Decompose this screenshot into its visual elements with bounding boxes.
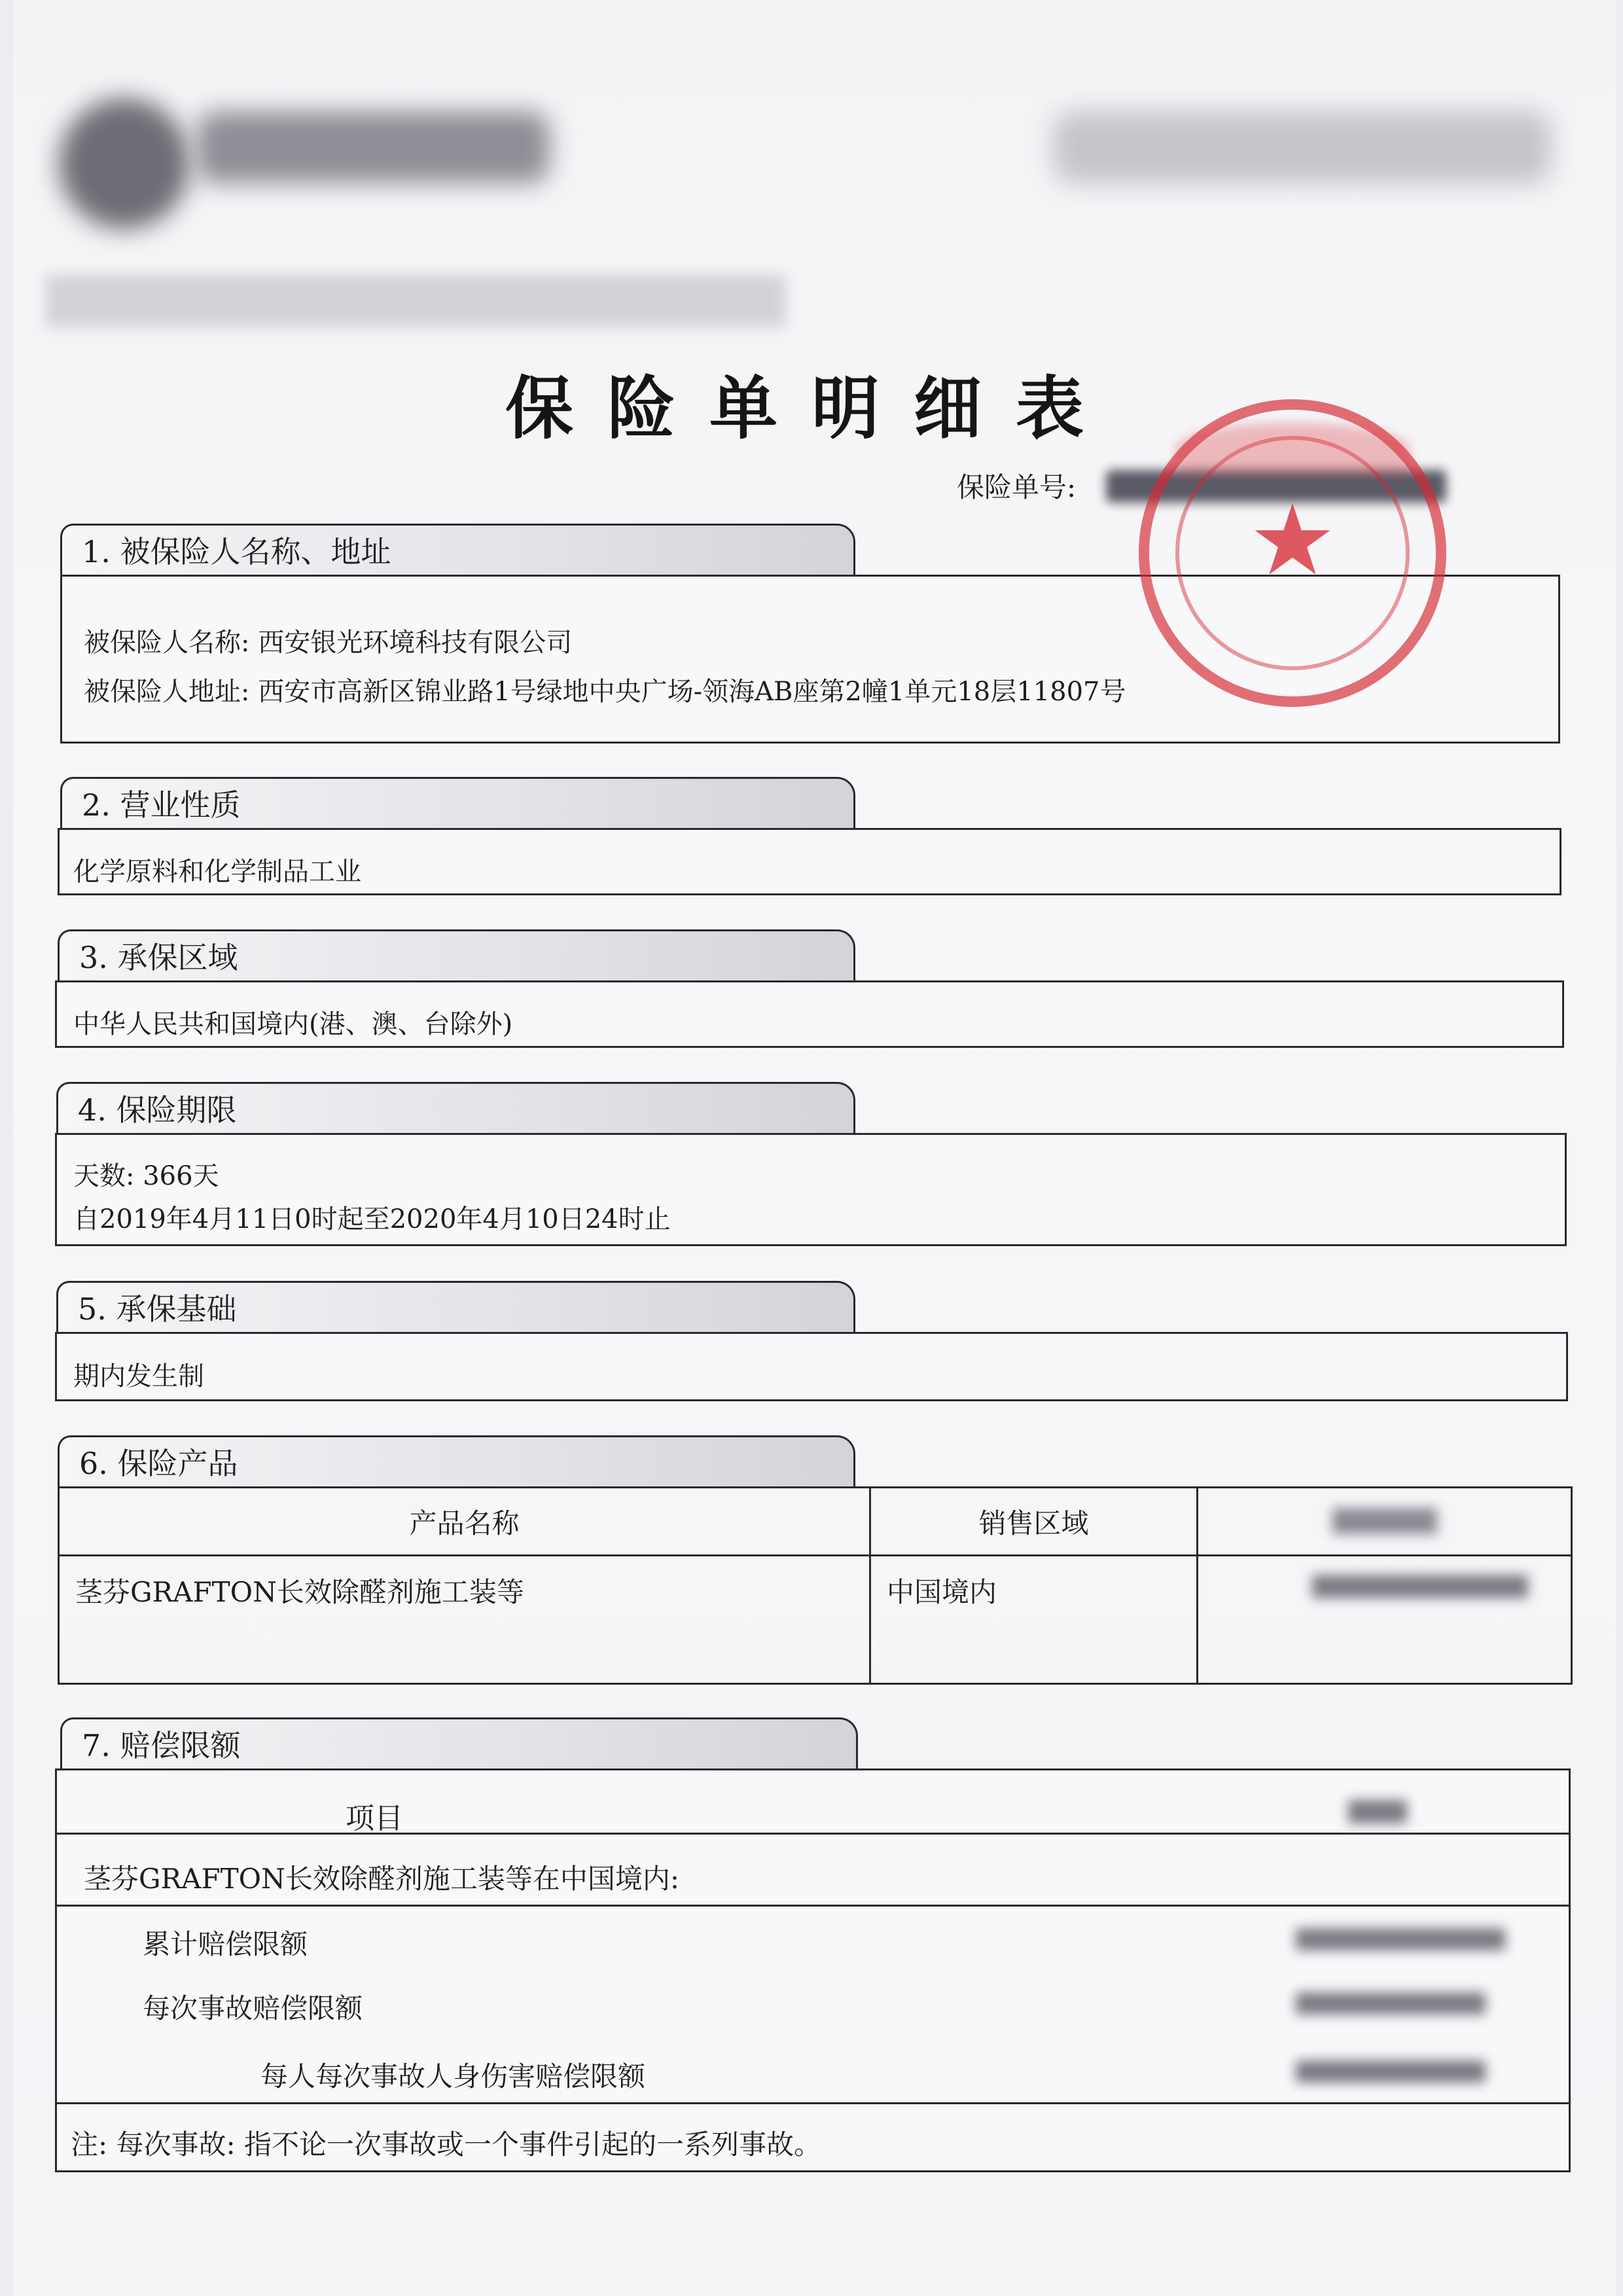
company-logo-redacted: [59, 98, 190, 229]
business-nature: 化学原料和化学制品工业: [73, 857, 361, 887]
product-name: 茎芬GRAFTON长效除醛剂施工装等: [59, 1556, 870, 1684]
insured-name: 被保险人名称: 西安银光环境科技有限公司: [84, 628, 573, 658]
section-7-header: 7. 赔偿限额: [60, 1717, 858, 1770]
limit-aggregate: 累计赔偿限额: [143, 1928, 308, 1960]
section-6-header: 6. 保险产品: [58, 1435, 855, 1488]
document-title: 保险单明细表: [505, 368, 1118, 448]
limits-note: 注: 每次事故: 指不论一次事故或一个事件引起的一系列事故。: [71, 2128, 822, 2161]
products-header-row: [59, 1488, 1572, 1556]
limit-per-person-injury: 每人每次事故人身伤害赔偿限额: [260, 2060, 646, 2092]
products-table: [58, 1486, 1573, 1685]
policy-number-label: 保险单号:: [957, 471, 1077, 503]
period-days: 天数: 366天: [73, 1161, 219, 1191]
limits-col-item: 项目: [346, 1802, 403, 1835]
section-3-header: 3. 承保区域: [58, 929, 855, 982]
period-range: 自2019年4月11日0时起至2020年4月10日24时止: [73, 1204, 671, 1234]
subheader-redacted: [46, 275, 785, 327]
section-5-header: 5. 承保基础: [56, 1281, 855, 1333]
section-7-box: [55, 1768, 1571, 2172]
coverage-area: 中华人民共和国境内(港、澳、台除外): [73, 1009, 513, 1039]
col-product-name: 产品名称: [59, 1488, 870, 1556]
col-sales-region: 销售区域: [870, 1488, 1198, 1556]
section-5-box: [55, 1332, 1568, 1401]
limits-group-label: 茎芬GRAFTON长效除醛剂施工装等在中国境内:: [84, 1863, 679, 1895]
section-1-header: 1. 被保险人名称、地址: [60, 524, 855, 576]
coverage-basis: 期内发生制: [73, 1361, 204, 1391]
company-name-redacted: [196, 111, 550, 183]
company-seal-stamp: [1139, 399, 1446, 707]
limit-per-accident-amount-redacted: [1296, 1992, 1486, 2015]
section-4-header: 4. 保险期限: [56, 1082, 855, 1134]
star-icon: ★: [1248, 484, 1337, 598]
limit-per-accident: 每次事故赔偿限额: [143, 1992, 363, 2024]
product-region: 中国境内: [870, 1556, 1198, 1684]
insured-address: 被保险人地址: 西安市高新区锦业路1号绿地中央广场-领海AB座第2幢1单元18层11807号: [84, 677, 1126, 707]
limits-col-amount-redacted: [1348, 1800, 1407, 1823]
limit-per-person-injury-amount-redacted: [1296, 2060, 1486, 2083]
product-row: [59, 1556, 1572, 1684]
header-right-redacted: [1054, 111, 1551, 183]
product-amount-redacted: [1198, 1556, 1572, 1684]
section-2-header: 2. 营业性质: [60, 777, 855, 829]
col-redacted: [1198, 1488, 1572, 1556]
limit-aggregate-amount-redacted: [1296, 1928, 1505, 1950]
